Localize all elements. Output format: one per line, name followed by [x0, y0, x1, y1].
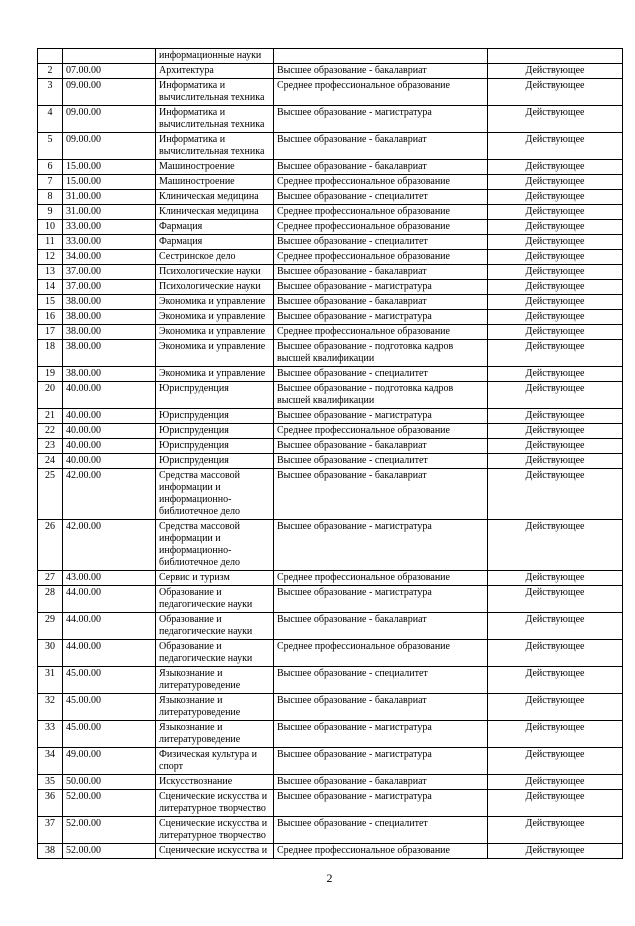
code-cell	[63, 49, 156, 64]
row-number-cell: 8	[38, 190, 63, 205]
row-number-cell: 9	[38, 205, 63, 220]
level-cell: Среднее профессиональное образование	[274, 640, 488, 667]
name-cell: Образование и педагогические науки	[156, 613, 274, 640]
level-cell: Высшее образование - бакалавриат	[274, 160, 488, 175]
row-number-cell: 15	[38, 295, 63, 310]
table-row	[38, 613, 623, 640]
row-number-cell: 20	[38, 382, 63, 409]
name-cell: Сценические искусства и литературное творчество	[156, 817, 274, 844]
level-cell: Высшее образование - подготовка кадров высшей квалификации	[274, 382, 488, 409]
status-cell: Действующее	[488, 190, 623, 205]
row-number-cell: 35	[38, 775, 63, 790]
status-cell: Действующее	[488, 382, 623, 409]
status-cell: Действующее	[488, 250, 623, 265]
code-cell: 33.00.00	[63, 235, 156, 250]
name-cell: Образование и педагогические науки	[156, 586, 274, 613]
table-row	[38, 133, 623, 160]
row-number-cell: 28	[38, 586, 63, 613]
table-row	[38, 220, 623, 235]
name-cell: Физическая культура и спорт	[156, 748, 274, 775]
row-number-cell: 5	[38, 133, 63, 160]
level-cell: Высшее образование - магистратура	[274, 310, 488, 325]
status-cell: Действующее	[488, 520, 623, 571]
status-cell: Действующее	[488, 817, 623, 844]
name-cell: Сценические искусства и литературное творчество	[156, 790, 274, 817]
name-cell: информационные науки	[156, 49, 274, 64]
table-row	[38, 571, 623, 586]
code-cell: 38.00.00	[63, 340, 156, 367]
row-number-cell: 38	[38, 844, 63, 859]
level-cell: Высшее образование - специалитет	[274, 454, 488, 469]
code-cell: 44.00.00	[63, 586, 156, 613]
level-cell: Высшее образование - специалитет	[274, 667, 488, 694]
level-cell: Среднее профессиональное образование	[274, 220, 488, 235]
name-cell: Экономика и управление	[156, 325, 274, 340]
name-cell: Информатика и вычислительная техника	[156, 133, 274, 160]
table-row	[38, 280, 623, 295]
name-cell: Языкознание и литературоведение	[156, 721, 274, 748]
table-row	[38, 469, 623, 520]
status-cell: Действующее	[488, 667, 623, 694]
level-cell: Среднее профессиональное образование	[274, 175, 488, 190]
table-row	[38, 235, 623, 250]
table-row	[38, 844, 623, 859]
name-cell: Экономика и управление	[156, 310, 274, 325]
name-cell: Юриспруденция	[156, 424, 274, 439]
row-number-cell: 4	[38, 106, 63, 133]
row-number-cell: 37	[38, 817, 63, 844]
code-cell: 40.00.00	[63, 382, 156, 409]
status-cell	[488, 49, 623, 64]
table-row	[38, 295, 623, 310]
name-cell: Экономика и управление	[156, 367, 274, 382]
status-cell: Действующее	[488, 310, 623, 325]
status-cell: Действующее	[488, 790, 623, 817]
level-cell	[274, 49, 488, 64]
level-cell: Высшее образование - магистратура	[274, 790, 488, 817]
status-cell: Действующее	[488, 220, 623, 235]
table-row	[38, 748, 623, 775]
table-body	[38, 49, 623, 859]
specialties-table	[37, 48, 623, 859]
level-cell: Среднее профессиональное образование	[274, 844, 488, 859]
row-number-cell: 29	[38, 613, 63, 640]
name-cell: Образование и педагогические науки	[156, 640, 274, 667]
name-cell: Психологические науки	[156, 265, 274, 280]
row-number-cell: 26	[38, 520, 63, 571]
code-cell: 52.00.00	[63, 790, 156, 817]
name-cell: Информатика и вычислительная техника	[156, 106, 274, 133]
status-cell: Действующее	[488, 721, 623, 748]
level-cell: Высшее образование - магистратура	[274, 721, 488, 748]
table-row	[38, 382, 623, 409]
row-number-cell: 16	[38, 310, 63, 325]
level-cell: Высшее образование - бакалавриат	[274, 613, 488, 640]
code-cell: 38.00.00	[63, 310, 156, 325]
level-cell: Среднее профессиональное образование	[274, 424, 488, 439]
level-cell: Высшее образование - бакалавриат	[274, 694, 488, 721]
row-number-cell: 34	[38, 748, 63, 775]
table-row	[38, 667, 623, 694]
status-cell: Действующее	[488, 454, 623, 469]
table-row	[38, 454, 623, 469]
level-cell: Высшее образование - магистратура	[274, 280, 488, 295]
table-row	[38, 817, 623, 844]
table-row	[38, 367, 623, 382]
code-cell: 52.00.00	[63, 817, 156, 844]
code-cell: 07.00.00	[63, 64, 156, 79]
table-row	[38, 250, 623, 265]
code-cell: 09.00.00	[63, 79, 156, 106]
row-number-cell	[38, 49, 63, 64]
name-cell: Юриспруденция	[156, 454, 274, 469]
code-cell: 40.00.00	[63, 409, 156, 424]
row-number-cell: 7	[38, 175, 63, 190]
level-cell: Высшее образование - магистратура	[274, 520, 488, 571]
status-cell: Действующее	[488, 748, 623, 775]
status-cell: Действующее	[488, 160, 623, 175]
page-number: 2	[326, 871, 333, 885]
table-row	[38, 439, 623, 454]
level-cell: Высшее образование - специалитет	[274, 367, 488, 382]
status-cell: Действующее	[488, 424, 623, 439]
row-number-cell: 32	[38, 694, 63, 721]
row-number-cell: 11	[38, 235, 63, 250]
code-cell: 45.00.00	[63, 721, 156, 748]
status-cell: Действующее	[488, 409, 623, 424]
name-cell: Сервис и туризм	[156, 571, 274, 586]
status-cell: Действующее	[488, 640, 623, 667]
status-cell: Действующее	[488, 280, 623, 295]
code-cell: 44.00.00	[63, 613, 156, 640]
name-cell: Фармация	[156, 235, 274, 250]
status-cell: Действующее	[488, 265, 623, 280]
row-number-cell: 31	[38, 667, 63, 694]
row-number-cell: 36	[38, 790, 63, 817]
table-row	[38, 265, 623, 280]
row-number-cell: 18	[38, 340, 63, 367]
code-cell: 31.00.00	[63, 190, 156, 205]
level-cell: Высшее образование - бакалавриат	[274, 133, 488, 160]
level-cell: Среднее профессиональное образование	[274, 79, 488, 106]
row-number-cell: 13	[38, 265, 63, 280]
status-cell: Действующее	[488, 439, 623, 454]
code-cell: 49.00.00	[63, 748, 156, 775]
name-cell: Машиностроение	[156, 160, 274, 175]
code-cell: 40.00.00	[63, 439, 156, 454]
table-row	[38, 790, 623, 817]
status-cell: Действующее	[488, 133, 623, 160]
status-cell: Действующее	[488, 64, 623, 79]
name-cell: Языкознание и литературоведение	[156, 694, 274, 721]
level-cell: Среднее профессиональное образование	[274, 250, 488, 265]
level-cell: Высшее образование - магистратура	[274, 586, 488, 613]
level-cell: Среднее профессиональное образование	[274, 325, 488, 340]
table-row	[38, 424, 623, 439]
row-number-cell: 27	[38, 571, 63, 586]
row-number-cell: 25	[38, 469, 63, 520]
level-cell: Среднее профессиональное образование	[274, 205, 488, 220]
table-row	[38, 409, 623, 424]
level-cell: Высшее образование - магистратура	[274, 106, 488, 133]
name-cell: Архитектура	[156, 64, 274, 79]
table-row	[38, 340, 623, 367]
row-number-cell: 23	[38, 439, 63, 454]
code-cell: 31.00.00	[63, 205, 156, 220]
code-cell: 38.00.00	[63, 295, 156, 310]
row-number-cell: 10	[38, 220, 63, 235]
level-cell: Высшее образование - бакалавриат	[274, 439, 488, 454]
level-cell: Высшее образование - специалитет	[274, 190, 488, 205]
status-cell: Действующее	[488, 106, 623, 133]
table-row	[38, 520, 623, 571]
table-row	[38, 325, 623, 340]
status-cell: Действующее	[488, 325, 623, 340]
name-cell: Средства массовой информации и информационно-библиотечное дело	[156, 520, 274, 571]
name-cell: Языкознание и литературоведение	[156, 667, 274, 694]
table-row	[38, 775, 623, 790]
table-row	[38, 205, 623, 220]
level-cell: Высшее образование - магистратура	[274, 748, 488, 775]
name-cell: Юриспруденция	[156, 409, 274, 424]
level-cell: Высшее образование - бакалавриат	[274, 265, 488, 280]
status-cell: Действующее	[488, 340, 623, 367]
status-cell: Действующее	[488, 469, 623, 520]
name-cell: Искусствознание	[156, 775, 274, 790]
level-cell: Высшее образование - бакалавриат	[274, 775, 488, 790]
level-cell: Среднее профессиональное образование	[274, 571, 488, 586]
status-cell: Действующее	[488, 205, 623, 220]
code-cell: 09.00.00	[63, 133, 156, 160]
row-number-cell: 21	[38, 409, 63, 424]
table-row	[38, 721, 623, 748]
table-row	[38, 640, 623, 667]
code-cell: 40.00.00	[63, 454, 156, 469]
status-cell: Действующее	[488, 775, 623, 790]
name-cell: Экономика и управление	[156, 340, 274, 367]
name-cell: Клиническая медицина	[156, 190, 274, 205]
name-cell: Психологические науки	[156, 280, 274, 295]
name-cell: Экономика и управление	[156, 295, 274, 310]
status-cell: Действующее	[488, 175, 623, 190]
status-cell: Действующее	[488, 571, 623, 586]
status-cell: Действующее	[488, 79, 623, 106]
code-cell: 38.00.00	[63, 325, 156, 340]
status-cell: Действующее	[488, 295, 623, 310]
status-cell: Действующее	[488, 613, 623, 640]
code-cell: 38.00.00	[63, 367, 156, 382]
name-cell: Юриспруденция	[156, 382, 274, 409]
level-cell: Высшее образование - бакалавриат	[274, 469, 488, 520]
status-cell: Действующее	[488, 235, 623, 250]
code-cell: 50.00.00	[63, 775, 156, 790]
table-row	[38, 79, 623, 106]
row-number-cell: 6	[38, 160, 63, 175]
row-number-cell: 14	[38, 280, 63, 295]
row-number-cell: 12	[38, 250, 63, 265]
level-cell: Высшее образование - бакалавриат	[274, 295, 488, 310]
row-number-cell: 17	[38, 325, 63, 340]
row-number-cell: 22	[38, 424, 63, 439]
row-number-cell: 33	[38, 721, 63, 748]
code-cell: 33.00.00	[63, 220, 156, 235]
name-cell: Сестринское дело	[156, 250, 274, 265]
code-cell: 34.00.00	[63, 250, 156, 265]
code-cell: 40.00.00	[63, 424, 156, 439]
name-cell: Юриспруденция	[156, 439, 274, 454]
code-cell: 42.00.00	[63, 520, 156, 571]
name-cell: Фармация	[156, 220, 274, 235]
row-number-cell: 2	[38, 64, 63, 79]
name-cell: Информатика и вычислительная техника	[156, 79, 274, 106]
status-cell: Действующее	[488, 586, 623, 613]
code-cell: 15.00.00	[63, 175, 156, 190]
table-row	[38, 694, 623, 721]
level-cell: Высшее образование - магистратура	[274, 409, 488, 424]
row-number-cell: 30	[38, 640, 63, 667]
status-cell: Действующее	[488, 367, 623, 382]
code-cell: 45.00.00	[63, 694, 156, 721]
code-cell: 42.00.00	[63, 469, 156, 520]
status-cell: Действующее	[488, 844, 623, 859]
table-row	[38, 49, 623, 64]
table-row	[38, 106, 623, 133]
row-number-cell: 24	[38, 454, 63, 469]
name-cell: Машиностроение	[156, 175, 274, 190]
level-cell: Высшее образование - подготовка кадров высшей квалификации	[274, 340, 488, 367]
table-row	[38, 175, 623, 190]
code-cell: 45.00.00	[63, 667, 156, 694]
table-row	[38, 310, 623, 325]
code-cell: 43.00.00	[63, 571, 156, 586]
level-cell: Высшее образование - специалитет	[274, 235, 488, 250]
name-cell: Средства массовой информации и информационно-библиотечное дело	[156, 469, 274, 520]
name-cell: Сценические искусства и	[156, 844, 274, 859]
code-cell: 37.00.00	[63, 265, 156, 280]
code-cell: 52.00.00	[63, 844, 156, 859]
status-cell: Действующее	[488, 694, 623, 721]
table-row	[38, 190, 623, 205]
code-cell: 09.00.00	[63, 106, 156, 133]
code-cell: 44.00.00	[63, 640, 156, 667]
name-cell: Клиническая медицина	[156, 205, 274, 220]
code-cell: 37.00.00	[63, 280, 156, 295]
table-row	[38, 586, 623, 613]
table-row	[38, 160, 623, 175]
level-cell: Высшее образование - специалитет	[274, 817, 488, 844]
row-number-cell: 3	[38, 79, 63, 106]
code-cell: 15.00.00	[63, 160, 156, 175]
level-cell: Высшее образование - бакалавриат	[274, 64, 488, 79]
table-row	[38, 64, 623, 79]
row-number-cell: 19	[38, 367, 63, 382]
